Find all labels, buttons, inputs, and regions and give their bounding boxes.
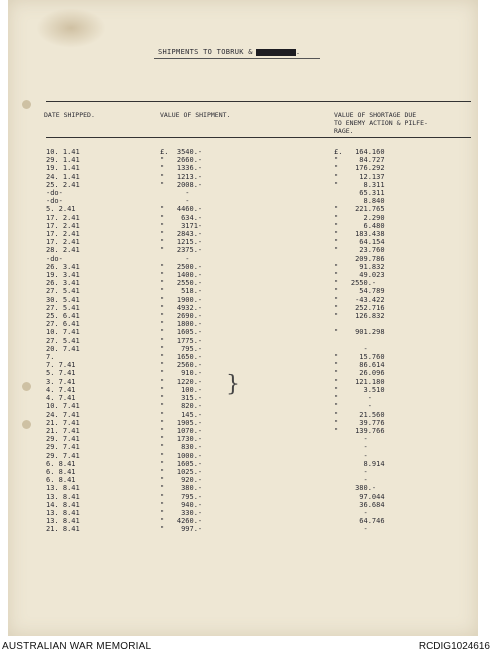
table-cell-value: " 2690.- — [160, 312, 203, 321]
punch-hole — [22, 382, 31, 391]
table-cell-value: " 3171- — [160, 221, 203, 230]
table-cell-date: 17. 2.41 — [46, 213, 80, 222]
table-cell-date: 6. 8.41 — [46, 476, 76, 485]
table-cell-date: 28. 2.41 — [46, 246, 80, 255]
table-cell-shortage: - — [334, 476, 368, 485]
table-cell-value: " 1025.- — [160, 467, 203, 476]
values-column — [160, 148, 202, 534]
table-cell-value: - — [160, 254, 190, 263]
table-cell-value: " 1730.- — [160, 435, 203, 444]
table-cell-value: " 330.- — [160, 508, 203, 517]
table-cell-date: 10. 1.41 — [46, 148, 80, 156]
table-cell-date: 27. 5.41 — [46, 336, 80, 345]
table-cell-shortage: " 2.290 — [334, 213, 385, 222]
table-cell-shortage: " 121.180 — [334, 377, 385, 386]
table-cell-shortage: " 49.023 — [334, 271, 385, 280]
table-cell-date: 29. 7.41 — [46, 443, 80, 452]
table-cell-date: 25. 2.41 — [46, 180, 80, 189]
table-cell-shortage: - — [334, 435, 368, 444]
table-cell-value: " 4460.- — [160, 205, 203, 214]
table-cell-date: 26. 3.41 — [46, 279, 80, 288]
table-cell-value: " 820.- — [160, 402, 203, 411]
table-cell-value: " 997.- — [160, 525, 203, 534]
table-cell-shortage: " 3.510 — [334, 385, 385, 394]
table-cell-value: " 315.- — [160, 394, 203, 403]
table-cell-shortage: " -43.422 — [334, 295, 385, 304]
header-shortage-line1: VALUE OF SHORTAGE DUE — [334, 111, 417, 119]
table-cell-value: " 2660.- — [160, 156, 203, 165]
table-cell-shortage: " 64.154 — [334, 238, 385, 247]
shortages-column — [334, 148, 385, 534]
table-cell-shortage: - — [334, 508, 368, 517]
table-cell-shortage: 65.311 — [334, 189, 385, 198]
table-cell-shortage: 64.746 — [334, 517, 385, 526]
table-cell-value: " 940.- — [160, 500, 203, 509]
table-cell-date: 24. 1.41 — [46, 172, 80, 181]
header-shortage-line3: RAGE. — [334, 127, 354, 135]
table-cell-date: 10. 7.41 — [46, 328, 80, 337]
table-cell-date: 27. 5.41 — [46, 287, 80, 296]
table-cell-date: 21. 8.41 — [46, 525, 80, 534]
table-cell-value: " 380.- — [160, 484, 203, 493]
table-cell-shortage: " 23.760 — [334, 246, 385, 255]
table-cell-shortage: 36.684 — [334, 500, 385, 509]
table-cell-shortage: " 91.832 — [334, 262, 385, 271]
table-cell-shortage: " 86.614 — [334, 361, 385, 370]
table-cell-shortage: " 126.832 — [334, 312, 385, 321]
table-cell-date: 5. 7.41 — [46, 369, 76, 378]
table-cell-value: " 830.- — [160, 443, 203, 452]
table-cell-date: 21. 7.41 — [46, 426, 80, 435]
table-cell-date: 27. 5.41 — [46, 303, 80, 312]
table-cell-date: 13. 8.41 — [46, 508, 80, 517]
table-cell-date: 7. 7.41 — [46, 361, 76, 370]
table-cell-value: " 920.- — [160, 476, 203, 485]
table-cell-value: " 1336.- — [160, 164, 203, 173]
table-cell-value: - — [160, 197, 190, 206]
table-cell-value: " 795.- — [160, 344, 203, 353]
table-cell-value: " 2843.- — [160, 230, 203, 239]
table-cell-date: 10. 7.41 — [46, 402, 80, 411]
table-cell-value: " 2500.- — [160, 262, 203, 271]
table-cell-shortage: - — [334, 467, 368, 476]
table-cell-date: -do- — [46, 197, 63, 206]
table-cell-value: " 1905.- — [160, 418, 203, 427]
document-page — [8, 0, 478, 636]
table-cell-date: -do- — [46, 254, 63, 263]
header-shortage — [334, 111, 428, 135]
table-cell-date: 13. 8.41 — [46, 484, 80, 493]
table-cell-shortage: 8.840 — [334, 197, 385, 206]
footer-bar — [0, 638, 494, 654]
table-cell-date: 27. 6.41 — [46, 320, 80, 329]
redaction-mark — [256, 49, 296, 56]
table-cell-value: " 1400.- — [160, 271, 203, 280]
table-cell-shortage: " 6.480 — [334, 221, 385, 230]
table-cell-value: " 1000.- — [160, 451, 203, 460]
table-cell-shortage: " 2550.- — [334, 279, 377, 288]
table-cell-date: 19. 1.41 — [46, 164, 80, 173]
table-cell-value: " 1605.- — [160, 459, 203, 468]
table-cell-shortage: " 139.766 — [334, 426, 385, 435]
table-cell-value: £. 3540.- — [160, 148, 203, 156]
table-cell-value: " 634.- — [160, 213, 203, 222]
table-cell-shortage: - — [334, 525, 368, 534]
table-cell-date: 17. 2.41 — [46, 238, 80, 247]
table-cell-shortage: " - — [334, 402, 372, 411]
paper-stain — [36, 8, 106, 48]
table-cell-value: " 1605.- — [160, 328, 203, 337]
table-cell-date: 17. 2.41 — [46, 221, 80, 230]
table-cell-shortage: 209.786 — [334, 254, 385, 263]
table-cell-value: " 1070.- — [160, 426, 203, 435]
table-cell-date: 4. 7.41 — [46, 385, 76, 394]
table-cell-value: " 1213.- — [160, 172, 203, 181]
punch-hole — [22, 100, 31, 109]
table-cell-shortage: 8.914 — [334, 459, 385, 468]
header-date: DATE SHIPPED. — [44, 111, 95, 119]
table-cell-date: 3. 7.41 — [46, 377, 76, 386]
table-cell-date: 4. 7.41 — [46, 394, 76, 403]
document-title: SHIPMENTS TO TOBRUK & . — [158, 48, 301, 56]
footer-institution: AUSTRALIAN WAR MEMORIAL — [2, 641, 152, 652]
table-cell-value: - — [160, 189, 190, 198]
table-header-rule — [46, 137, 471, 138]
table-cell-shortage — [334, 337, 385, 345]
table-cell-value: " 4260.- — [160, 517, 203, 526]
table-cell-shortage: " 84.727 — [334, 156, 385, 165]
table-cell-shortage: 380.- — [334, 484, 377, 493]
table-cell-date: 24. 7.41 — [46, 410, 80, 419]
table-cell-value: " 2008.- — [160, 180, 203, 189]
table-cell-date: 20. 7.41 — [46, 344, 80, 353]
table-cell-value: " 2560.- — [160, 361, 203, 370]
table-cell-date: 21. 7.41 — [46, 418, 80, 427]
table-cell-date: 19. 3.41 — [46, 271, 80, 280]
table-cell-shortage: " 183.438 — [334, 230, 385, 239]
table-cell-value: " 1800.- — [160, 320, 203, 329]
table-cell-date: 29. 7.41 — [46, 451, 80, 460]
table-cell-date: 26. 3.41 — [46, 262, 80, 271]
table-cell-shortage: - — [334, 443, 368, 452]
dates-column — [46, 148, 80, 534]
brace-mark: } — [226, 372, 240, 397]
table-cell-date: 25. 6.41 — [46, 312, 80, 321]
table-cell-shortage: " 252.716 — [334, 303, 385, 312]
table-cell-shortage: - — [334, 451, 368, 460]
table-cell-date: 7. — [46, 353, 55, 362]
punch-hole — [22, 420, 31, 429]
table-cell-shortage: " - — [334, 394, 372, 403]
table-cell-value: " 2375.- — [160, 246, 203, 255]
table-cell-value: " 1775.- — [160, 336, 203, 345]
table-cell-date: 13. 8.41 — [46, 492, 80, 501]
table-cell-value: " 1215.- — [160, 238, 203, 247]
document-title-text: SHIPMENTS TO TOBRUK & — [158, 48, 253, 56]
table-cell-shortage: " 39.776 — [334, 418, 385, 427]
table-cell-value: " 795.- — [160, 492, 203, 501]
table-cell-value: " 100.- — [160, 385, 203, 394]
table-cell-shortage — [334, 320, 385, 328]
table-cell-date: 30. 5.41 — [46, 295, 80, 304]
table-cell-date: 6. 8.41 — [46, 459, 76, 468]
table-cell-value: " 1220.- — [160, 377, 203, 386]
table-cell-shortage: £. 164.160 — [334, 148, 385, 156]
table-cell-date: 13. 8.41 — [46, 517, 80, 526]
table-cell-shortage: " 176.292 — [334, 164, 385, 173]
table-cell-value: " 2550.- — [160, 279, 203, 288]
table-cell-date: -do- — [46, 189, 63, 198]
table-cell-date: 29. 7.41 — [46, 435, 80, 444]
table-cell-shortage: " 21.560 — [334, 410, 385, 419]
table-top-rule — [46, 101, 471, 102]
table-cell-shortage: " 901.298 — [334, 328, 385, 337]
table-cell-value: " 518.- — [160, 287, 203, 296]
table-cell-shortage: - — [334, 344, 368, 353]
table-cell-shortage: " 8.311 — [334, 180, 385, 189]
table-cell-shortage: " 26.096 — [334, 369, 385, 378]
table-cell-shortage: " 15.760 — [334, 353, 385, 362]
table-cell-shortage: " 12.137 — [334, 172, 385, 181]
table-cell-date: 17. 2.41 — [46, 230, 80, 239]
table-cell-shortage: " 221.765 — [334, 205, 385, 214]
header-shortage-line2: TO ENEMY ACTION & PILFE- — [334, 119, 428, 127]
title-underline — [154, 58, 320, 59]
header-value: VALUE OF SHIPMENT. — [160, 111, 231, 119]
table-cell-shortage: 97.044 — [334, 492, 385, 501]
table-cell-date: 5. 2.41 — [46, 205, 76, 214]
footer-reference: RCDIG1024616 — [418, 641, 490, 652]
table-cell-value: " 145.- — [160, 410, 203, 419]
table-cell-value: " 1650.- — [160, 353, 203, 362]
table-cell-date: 6. 8.41 — [46, 467, 76, 476]
table-cell-value: " 910.- — [160, 369, 203, 378]
table-cell-shortage: " 54.789 — [334, 287, 385, 296]
table-cell-value: " 4932.- — [160, 303, 203, 312]
table-cell-value: " 1900.- — [160, 295, 203, 304]
table-cell-date: 29. 1.41 — [46, 156, 80, 165]
table-cell-date: 14. 8.41 — [46, 500, 80, 509]
